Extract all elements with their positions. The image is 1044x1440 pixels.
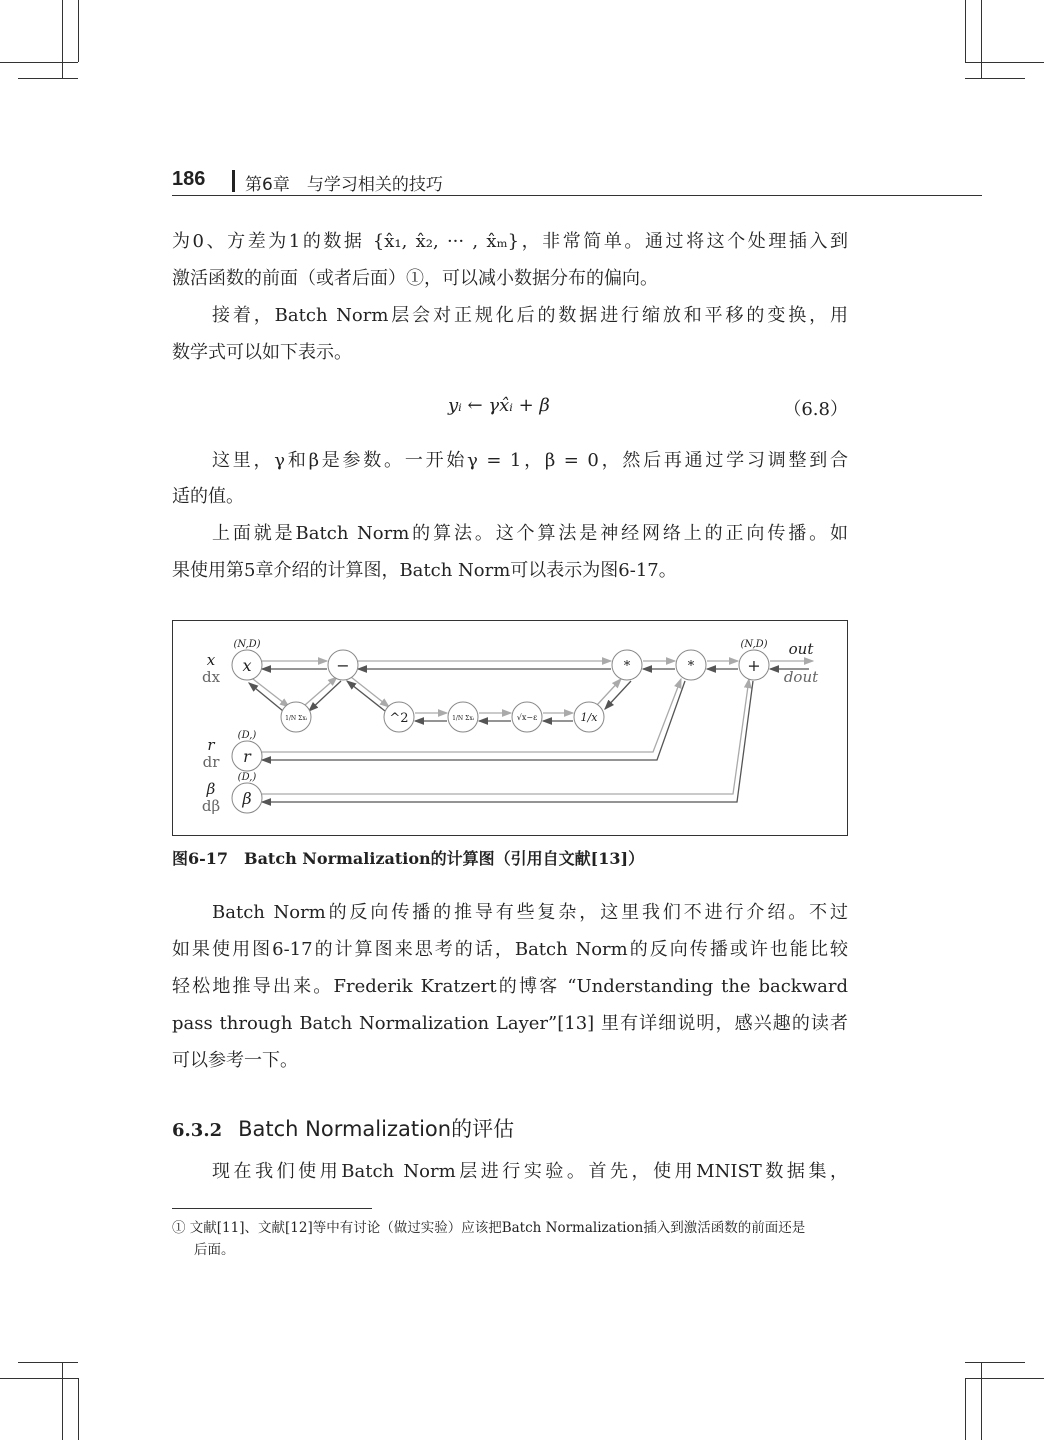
figure-caption: 图6-17 Batch Normalization的计算图（引用自文献[13]） <box>172 849 645 868</box>
page-number: 186 <box>172 168 206 190</box>
graph-svg <box>173 621 849 837</box>
label-x: x <box>206 651 216 669</box>
label-dx: dx <box>201 668 221 686</box>
footnote-line: 后面。 <box>194 1242 235 1258</box>
crop-mark <box>965 78 1025 79</box>
footnote-line: ① 文献[11]、文献[12]等中有讨论（做过实验）应该把Batch Normalization插入到激活函数的前面还是 <box>172 1220 806 1236</box>
crop-mark <box>18 78 78 79</box>
crop-mark <box>0 62 78 63</box>
node-multiply-1: * <box>623 659 631 674</box>
node-x: x <box>242 656 252 675</box>
text-line: 接着，Batch Norm层会对正规化后的数据进行缩放和平移的变换，用 <box>212 305 848 326</box>
label-out: out <box>788 640 814 658</box>
shape-label: (D,) <box>237 730 257 741</box>
label-dr: dr <box>202 753 220 771</box>
crop-mark <box>78 1378 79 1440</box>
text-line: 现在我们使用Batch Norm层进行实验。首先，使用MNIST数据集， <box>212 1161 848 1182</box>
node-mean1: 1/N Σxᵢ <box>285 715 307 722</box>
shape-label: (N,D) <box>740 639 768 650</box>
text-line: 可以参考一下。 <box>172 1050 298 1071</box>
crop-mark <box>78 0 79 62</box>
footnote-rule <box>172 1208 372 1209</box>
text-line: 上面就是Batch Norm的算法。这个算法是神经网络上的正向传播。如 <box>212 523 848 544</box>
text-line: Batch Norm的反向传播的推导有些复杂，这里我们不进行介绍。不过 <box>212 902 848 923</box>
text-line: 激活函数的前面（或者后面）①，可以减小数据分布的偏向。 <box>172 268 658 289</box>
crop-mark <box>62 1362 63 1440</box>
crop-mark <box>965 0 966 62</box>
label-beta: β <box>206 780 216 798</box>
chapter-title: 第6章 与学习相关的技巧 <box>245 175 443 195</box>
node-multiply-2: * <box>687 659 695 674</box>
crop-mark <box>965 1378 1044 1379</box>
figure-computational-graph <box>172 620 848 836</box>
label-r: r <box>207 736 215 754</box>
text-line: 适的值。 <box>172 486 244 507</box>
node-inverse: 1/x <box>580 711 598 724</box>
node-plus: + <box>747 656 761 675</box>
node-sqrt: √x−ε <box>516 713 538 722</box>
section-number: 6.3.2 <box>172 1120 223 1141</box>
graph-nodes <box>232 650 769 813</box>
crop-mark <box>981 1362 982 1440</box>
equation-number: （6.8） <box>783 399 848 420</box>
node-minus: − <box>336 656 350 675</box>
text-line: 这里，γ和β是参数。一开始γ = 1，β = 0，然后再通过学习调整到合 <box>212 450 848 471</box>
node-square: ^2 <box>389 711 409 726</box>
crop-mark <box>62 0 63 78</box>
equation: yᵢ ← γx̂ᵢ + β <box>448 395 550 416</box>
label-dout: dout <box>783 668 819 686</box>
backward-edges <box>249 669 809 802</box>
crop-mark <box>965 62 1044 63</box>
node-beta: β <box>242 789 252 808</box>
text-line: 为0、方差为1的数据 {x̂₁, x̂₂, ··· , x̂ₘ}，非常简单。通过将这个处理插入到 <box>172 231 848 252</box>
crop-mark <box>0 1378 78 1379</box>
text-line: 数学式可以如下表示。 <box>172 342 352 363</box>
shape-label: (N,D) <box>233 639 261 650</box>
text-line: 轻松地推导出来。Frederik Kratzert的博客 “Understanding the backward <box>172 976 848 997</box>
section-heading <box>172 1113 514 1143</box>
text-line: 果使用第5章介绍的计算图，Batch Norm可以表示为图6-17。 <box>172 560 677 581</box>
crop-mark <box>965 1378 966 1440</box>
node-mean2: 1/N Σxᵢ <box>452 715 474 722</box>
shape-label: (D,) <box>237 772 257 783</box>
crop-mark <box>965 1362 1025 1363</box>
crop-mark <box>981 0 982 78</box>
header-bar <box>232 170 235 192</box>
text-line: 如果使用图6-17的计算图来思考的话，Batch Norm的反向传播或许也能比较 <box>172 939 848 960</box>
crop-mark <box>18 1362 78 1363</box>
node-r: r <box>243 747 251 766</box>
header-rule <box>172 195 982 196</box>
section-title: Batch Normalization的评估 <box>238 1117 515 1141</box>
text-line: pass through Batch Normalization Layer”[13] 里有详细说明，感兴趣的读者 <box>172 1013 848 1034</box>
label-dbeta: dβ <box>201 797 221 815</box>
